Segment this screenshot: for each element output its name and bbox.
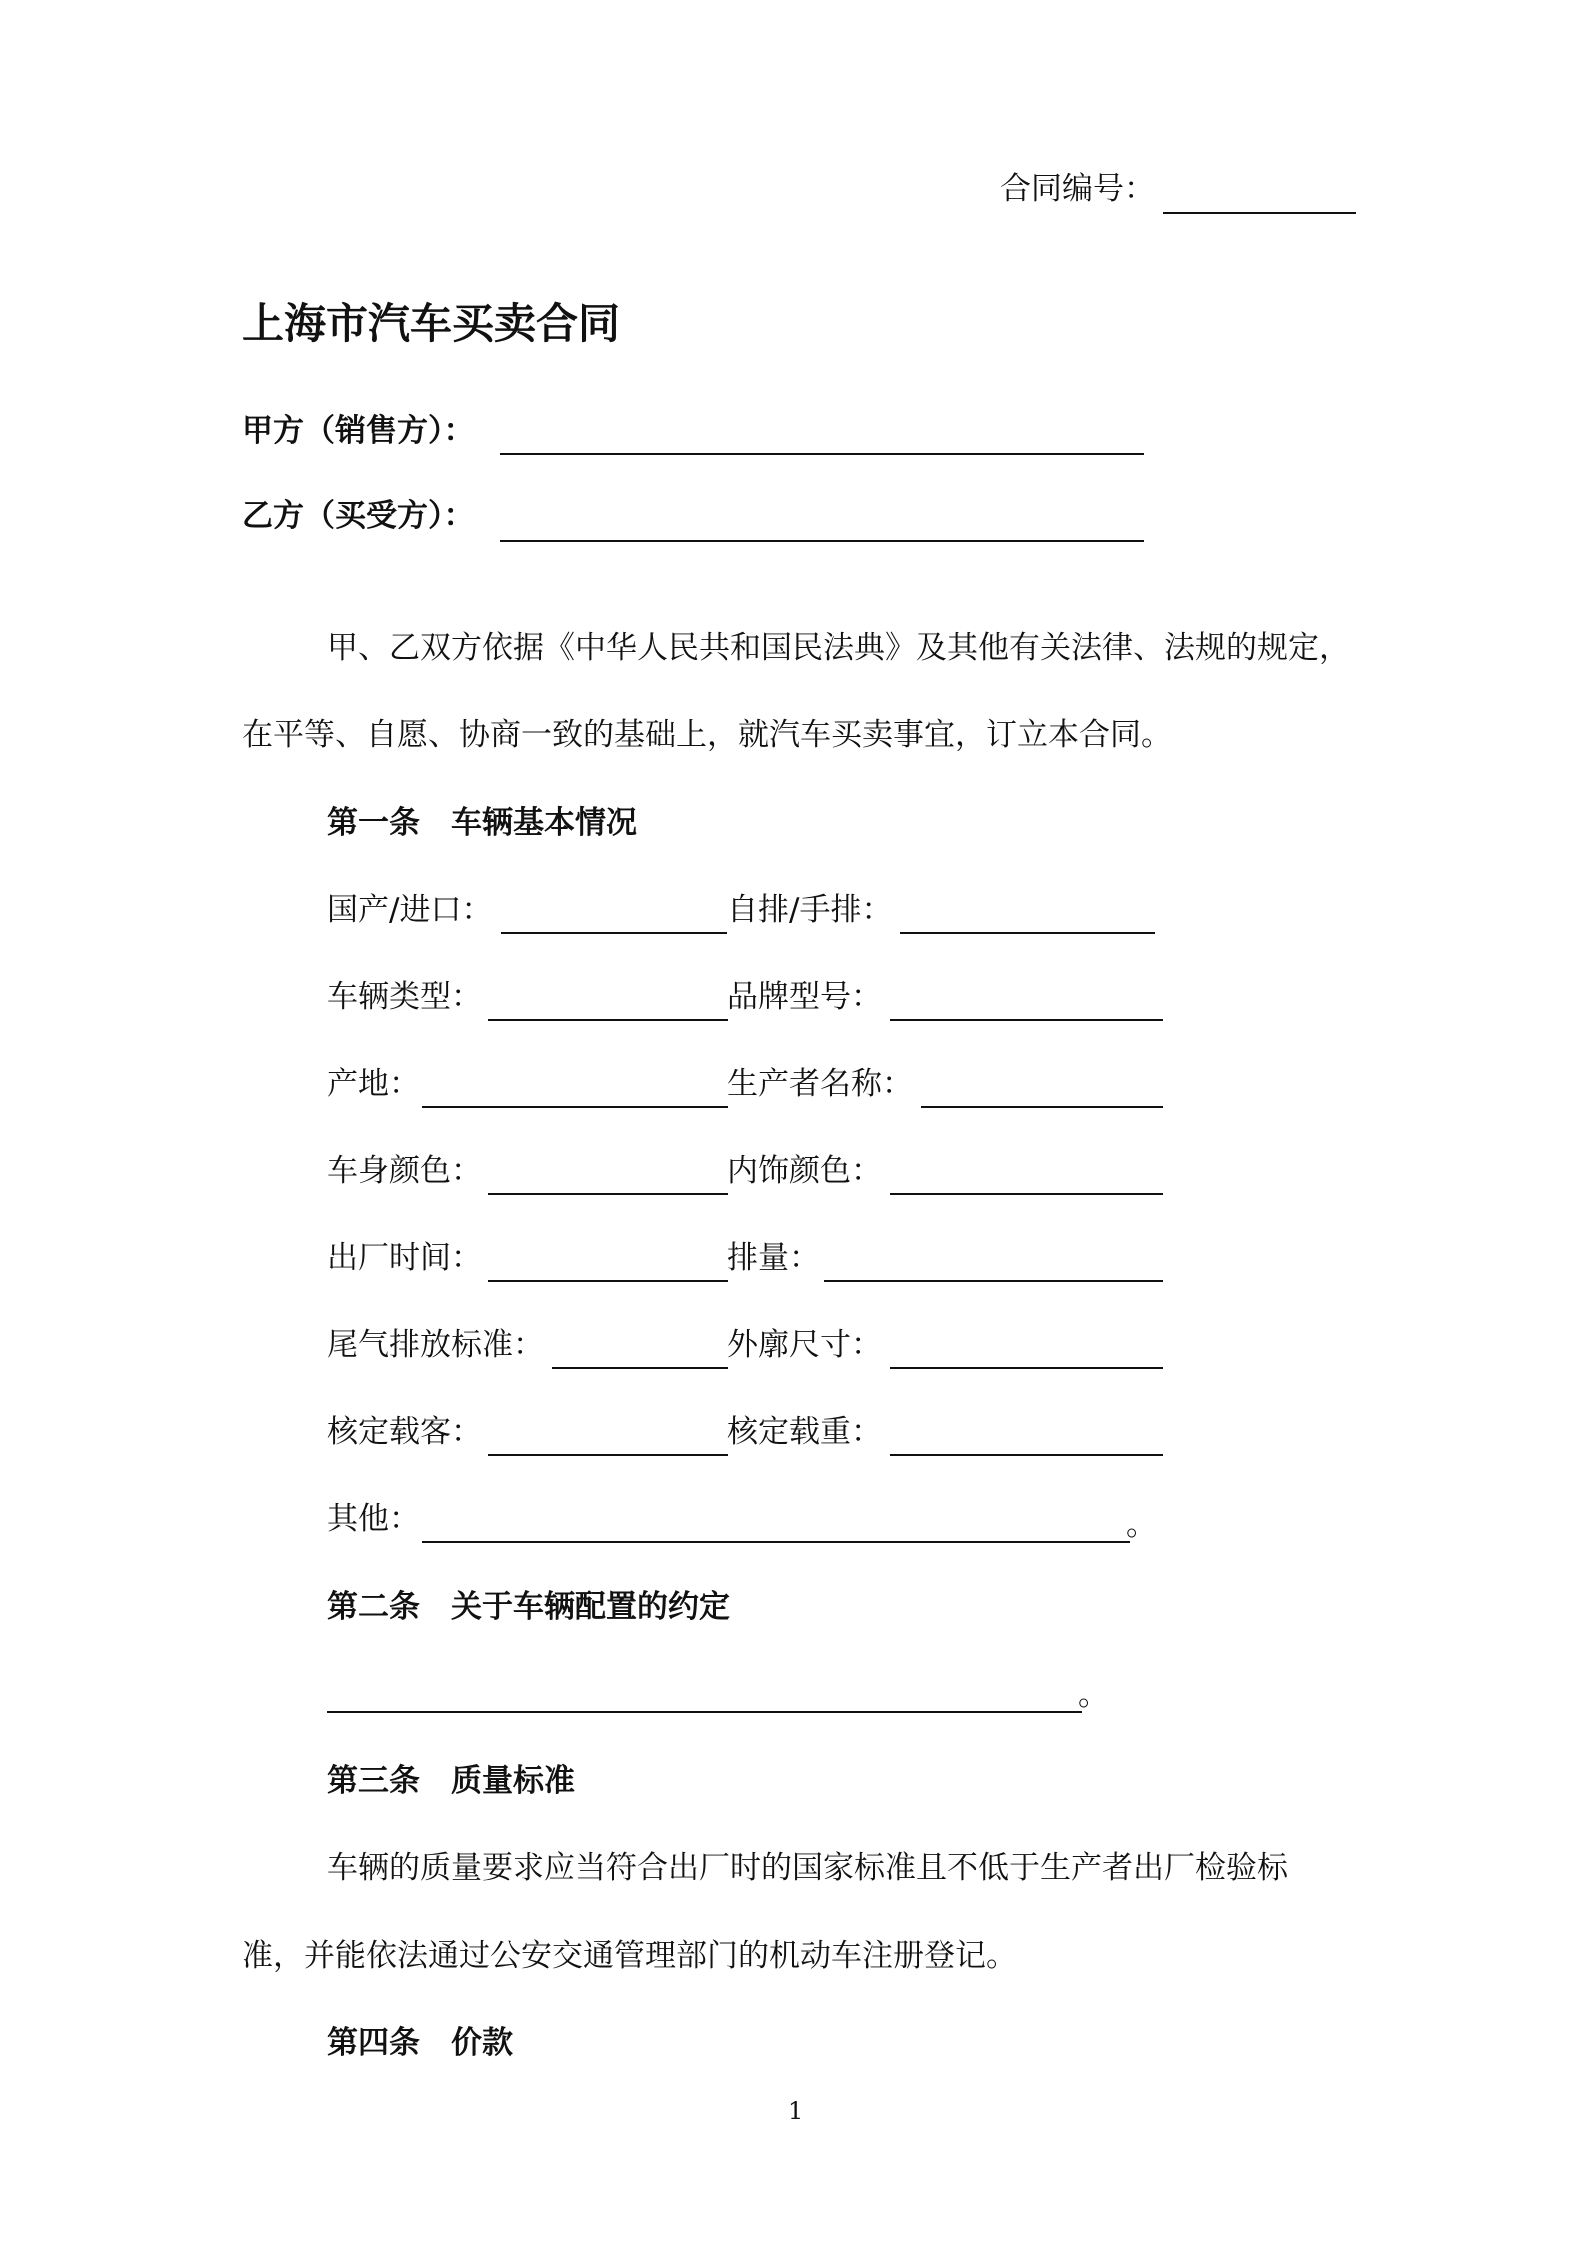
- field-blank-production-date[interactable]: [488, 1280, 728, 1282]
- article-1-heading: 第一条 车辆基本情况: [327, 805, 637, 841]
- field-label-place-of-origin: 产地：: [327, 1066, 420, 1102]
- field-blank-manufacturer[interactable]: [921, 1106, 1163, 1108]
- field-blank-other[interactable]: [422, 1541, 1130, 1543]
- vehicle-configuration-blank[interactable]: [327, 1711, 1082, 1713]
- field-label-other: 其他：: [327, 1501, 420, 1537]
- field-label-brand-model: 品牌型号：: [727, 979, 882, 1015]
- field-label-emission-standard: 尾气排放标准：: [327, 1327, 544, 1363]
- field-label-origin-type: 国产/进口：: [327, 892, 493, 928]
- party-a-blank[interactable]: [500, 453, 1144, 455]
- intro-line-1: 甲、乙双方依据《中华人民共和国民法典》及其他有关法律、法规的规定，: [327, 630, 1350, 666]
- field-label-vehicle-type: 车辆类型：: [327, 979, 482, 1015]
- article-3-heading: 第三条 质量标准: [327, 1763, 575, 1799]
- intro-line-2: 在平等、自愿、协商一致的基础上，就汽车买卖事宜，订立本合同。: [242, 717, 1172, 753]
- article-4-heading: 第四条 价款: [327, 2025, 513, 2061]
- field-label-dimensions: 外廓尺寸：: [727, 1327, 882, 1363]
- field-label-displacement: 排量：: [727, 1240, 820, 1276]
- field-blank-rated-passengers[interactable]: [488, 1454, 728, 1456]
- party-b-label: 乙方（买受方）：: [242, 498, 475, 534]
- field-label-rated-passengers: 核定载客：: [327, 1414, 482, 1450]
- document-title: 上海市汽车买卖合同: [242, 299, 621, 348]
- article-3-line-1: 车辆的质量要求应当符合出厂时的国家标准且不低于生产者出厂检验标: [327, 1850, 1288, 1886]
- field-blank-brand-model[interactable]: [890, 1019, 1163, 1021]
- field-blank-vehicle-type[interactable]: [488, 1019, 728, 1021]
- field-blank-body-color[interactable]: [488, 1193, 728, 1195]
- field-blank-place-of-origin[interactable]: [422, 1106, 728, 1108]
- field-blank-origin-type[interactable]: [501, 932, 727, 934]
- article-2-heading: 第二条 关于车辆配置的约定: [327, 1589, 730, 1625]
- contract-number-blank[interactable]: [1163, 212, 1356, 214]
- page-number: 1: [788, 2097, 804, 2125]
- party-b-blank[interactable]: [500, 540, 1144, 542]
- field-label-production-date: 出厂时间：: [327, 1240, 482, 1276]
- vehicle-configuration-period: 。: [1078, 1677, 1109, 1713]
- contract-number-label: 合同编号：: [1000, 171, 1155, 207]
- field-blank-emission-standard[interactable]: [552, 1367, 728, 1369]
- field-label-transmission: 自排/手排：: [727, 892, 893, 928]
- field-label-interior-color: 内饰颜色：: [727, 1153, 882, 1189]
- field-blank-displacement[interactable]: [824, 1280, 1163, 1282]
- field-label-body-color: 车身颜色：: [327, 1153, 482, 1189]
- article-3-line-2: 准，并能依法通过公安交通管理部门的机动车注册登记。: [242, 1938, 1017, 1974]
- field-blank-rated-load[interactable]: [890, 1454, 1163, 1456]
- field-label-rated-load: 核定载重：: [727, 1414, 882, 1450]
- field-blank-transmission[interactable]: [900, 932, 1155, 934]
- field-other-period: 。: [1126, 1507, 1157, 1543]
- field-blank-dimensions[interactable]: [890, 1367, 1163, 1369]
- party-a-label: 甲方（销售方）：: [242, 413, 475, 449]
- field-blank-interior-color[interactable]: [890, 1193, 1163, 1195]
- field-label-manufacturer: 生产者名称：: [727, 1066, 913, 1102]
